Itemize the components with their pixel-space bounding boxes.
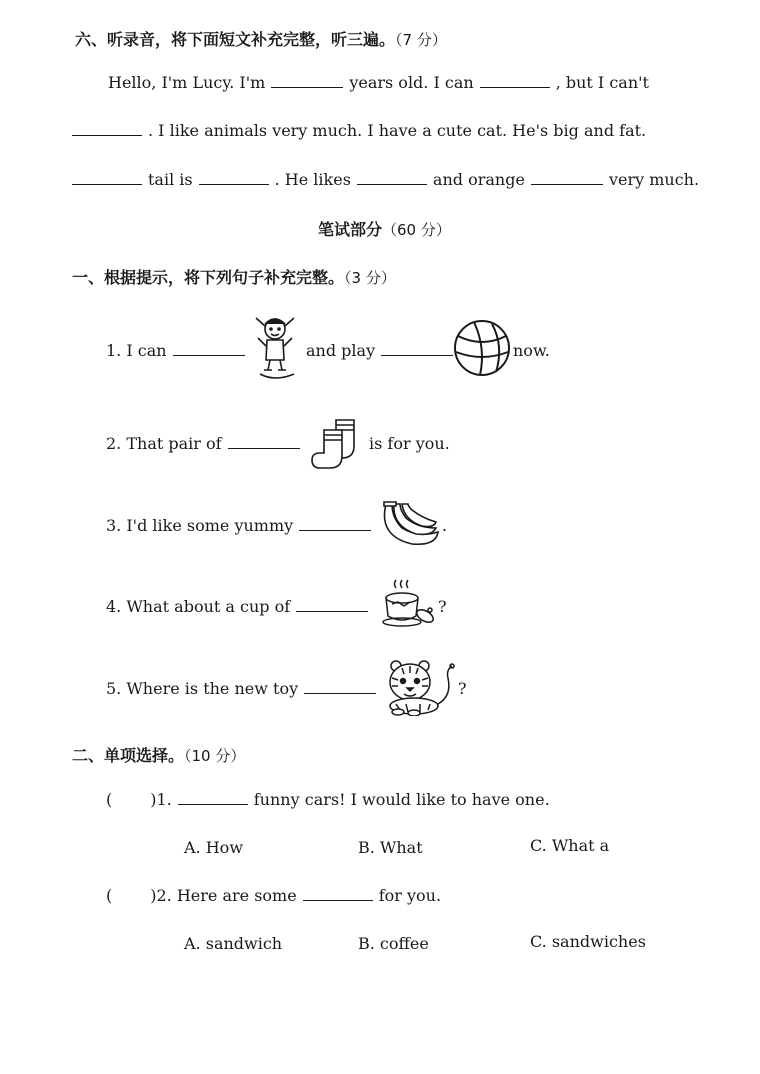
- answer-blank[interactable]: [357, 170, 427, 185]
- mc2-option-b[interactable]: B. coffee: [358, 934, 429, 953]
- question-1-end: now.: [513, 341, 550, 360]
- listening-line-2: . I like animals very much. I have a cute cat. He's big and fat.: [72, 121, 646, 140]
- written-part-heading: 笔试部分（60 分）: [318, 220, 451, 239]
- answer-blank[interactable]: [381, 341, 453, 356]
- section-6-points: （7 分）: [395, 31, 447, 49]
- toy-tiger-icon: [382, 656, 456, 716]
- answer-blank[interactable]: [304, 679, 376, 694]
- question-1-middle: and play: [306, 341, 459, 360]
- answer-paren[interactable]: (: [106, 886, 113, 905]
- answer-blank[interactable]: [296, 597, 368, 612]
- answer-blank[interactable]: [531, 170, 603, 185]
- mc1-option-b[interactable]: B. What: [358, 838, 423, 857]
- mc2-option-c[interactable]: C. sandwiches: [530, 932, 646, 951]
- answer-paren[interactable]: (: [106, 790, 113, 809]
- listening-line-1: Hello, I'm Lucy. I'm years old. I can , but I can't: [108, 73, 649, 92]
- mc1-option-a[interactable]: A. How: [184, 838, 244, 857]
- mc-question-2: ( )2. Here are some for you.: [106, 886, 442, 905]
- answer-blank[interactable]: [199, 170, 269, 185]
- answer-blank[interactable]: [72, 170, 142, 185]
- answer-blank[interactable]: [299, 516, 371, 531]
- ball-icon: [452, 318, 512, 378]
- question-4: 4. What about a cup of: [106, 597, 374, 616]
- answer-blank[interactable]: [72, 121, 142, 136]
- answer-blank[interactable]: [480, 73, 550, 88]
- question-2-end: is for you.: [369, 434, 450, 453]
- tea-cup-icon: [380, 576, 438, 630]
- answer-blank[interactable]: [303, 886, 373, 901]
- socks-icon: [310, 416, 366, 470]
- bananas-icon: [378, 498, 442, 550]
- answer-blank[interactable]: [178, 790, 248, 805]
- question-5: 5. Where is the new toy: [106, 679, 382, 698]
- question-3: 3. I'd like some yummy: [106, 516, 377, 535]
- question-1: 1. I can: [106, 341, 251, 360]
- jumping-boy-icon: [250, 312, 300, 384]
- section-1-heading: 一、根据提示，将下列句子补充完整。（3 分）: [72, 268, 396, 287]
- mc1-option-c[interactable]: C. What a: [530, 836, 610, 855]
- mc-question-1: ( )1. funny cars! I would like to have one.: [106, 790, 550, 809]
- answer-blank[interactable]: [173, 341, 245, 356]
- section-2-heading: 二、单项选择。（10 分）: [72, 746, 246, 765]
- section-6-title: 六、听录音，将下面短文补充完整，听三遍。: [75, 30, 396, 49]
- question-2: 2. That pair of: [106, 434, 306, 453]
- question-3-end: .: [442, 516, 448, 535]
- question-4-end: ?: [438, 597, 447, 616]
- answer-blank[interactable]: [228, 434, 300, 449]
- question-5-end: ?: [458, 679, 467, 698]
- listening-line-3: tail is . He likes and orange very much.: [72, 170, 699, 189]
- section-6-heading: [75, 27, 447, 50]
- mc2-option-a[interactable]: A. sandwich: [184, 934, 283, 953]
- answer-blank[interactable]: [271, 73, 343, 88]
